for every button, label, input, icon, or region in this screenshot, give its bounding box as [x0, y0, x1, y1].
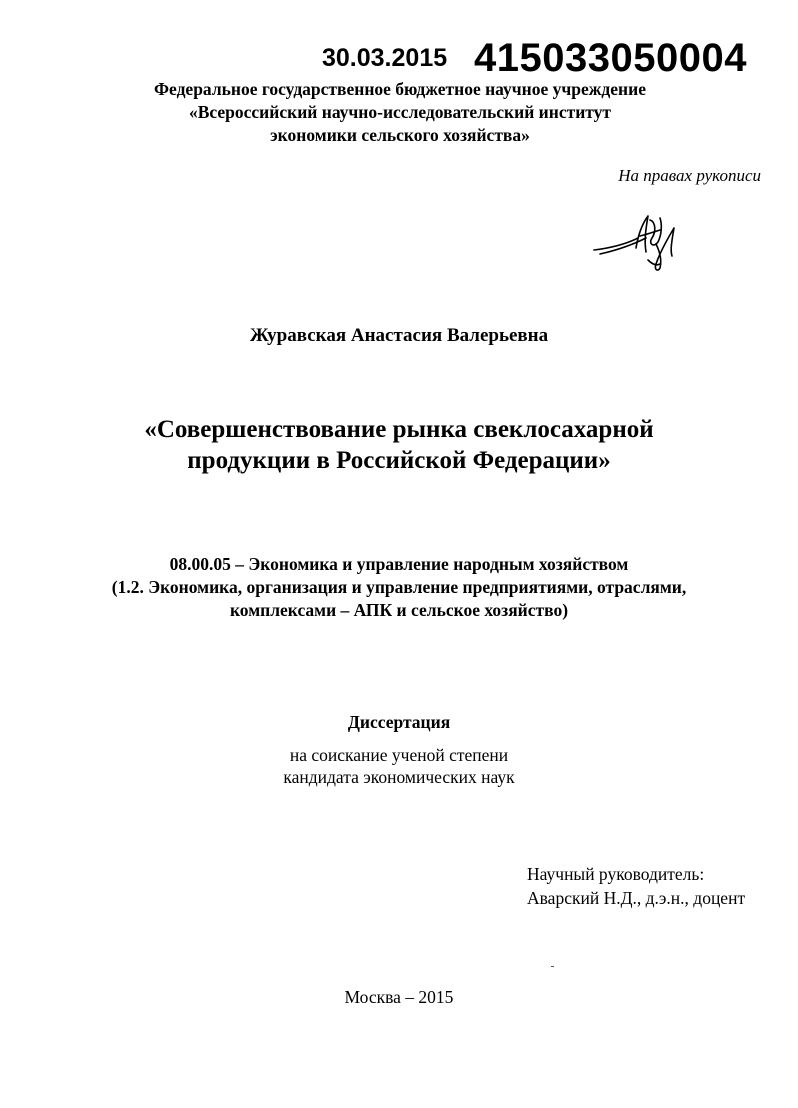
organization-line-1: Федеральное государственное бюджетное научное учреждение — [154, 79, 646, 99]
specialty-line-2: (1.2. Экономика, организация и управление предприятиями, отраслями, — [111, 577, 687, 597]
work-type: Диссертация — [347, 712, 451, 732]
organization-line-2: «Всероссийский научно-исследовательский институт — [188, 102, 611, 122]
degree-line-2: кандидата экономических наук — [283, 767, 515, 787]
thesis-title-line-2: продукции в Российской Федерации» — [187, 447, 611, 474]
degree-line-1: на соискание ученой степени — [289, 745, 509, 765]
signature-icon — [590, 208, 690, 276]
specialty-line-1: 08.00.05 – Экономика и управление народным хозяйством — [169, 554, 629, 574]
supervisor-name: Аварский Н.Д., д.э.н., доцент — [527, 888, 746, 908]
stamp-number: 415033050004 — [474, 36, 747, 80]
thesis-title-line-1: «Совершенствование рынка свеклосахарной — [144, 416, 654, 443]
stamp-date: 30.03.2015 — [322, 44, 448, 72]
specialty-line-3: комплексами – АПК и сельское хозяйство) — [229, 600, 569, 620]
author-name: Журавская Анастасия Валерьевна — [249, 325, 549, 346]
organization-line-3: экономики сельского хозяйства» — [270, 125, 530, 145]
scan-speck — [551, 966, 554, 967]
city-year: Москва – 2015 — [344, 987, 454, 1007]
manuscript-note: На правах рукописи — [618, 166, 761, 185]
supervisor-label: Научный руководитель: — [527, 864, 705, 884]
